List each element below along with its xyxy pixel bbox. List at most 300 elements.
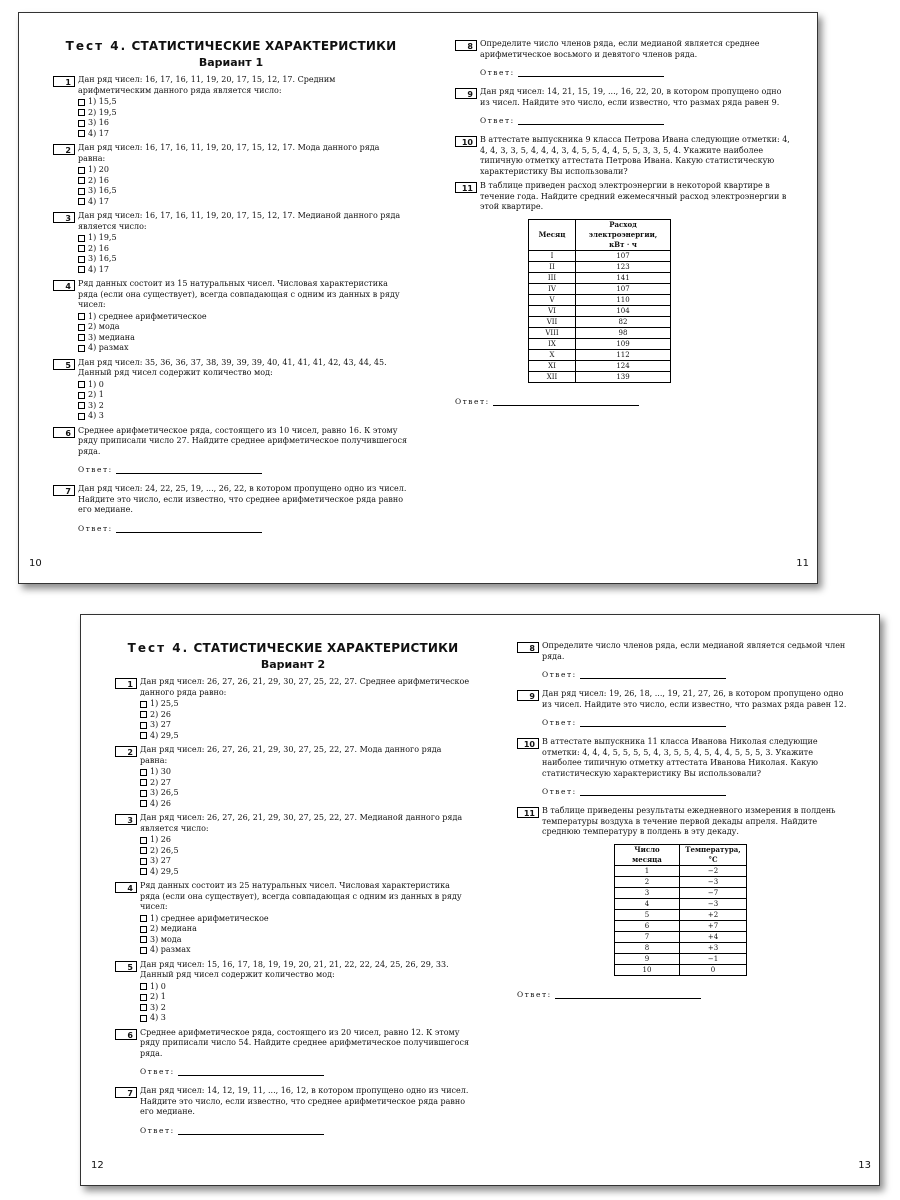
option-3[interactable] [140,788,471,799]
table-cell-value: 141 [576,272,671,283]
table-cell-value: −3 [680,898,747,909]
test-topic: СТАТИСТИЧЕСКИЕ ХАРАКТЕРИСТИКИ [193,641,459,655]
answer-label: Ответ: [480,68,515,77]
option-label: 4) 29,5 [150,866,179,876]
checkbox[interactable] [140,837,147,844]
checkbox[interactable] [140,847,147,854]
option-2[interactable] [78,244,409,255]
question-text: Дан ряд чисел: 24, 22, 25, 19, ..., 26, 22, в котором пропущено одно из чисел. Найдите это число, если известно, что среднее арифметическое ряда равно его медиане. [78,484,407,514]
option-1[interactable] [78,380,409,391]
question-9 [455,87,793,131]
question-number: 3 [115,814,137,825]
answer-line[interactable] [178,1067,324,1076]
checkbox[interactable] [78,345,85,352]
checkbox[interactable] [140,936,147,943]
question-text: В аттестате выпускника 11 класса Иванова Николая следующие отметки: 4, 4, 4, 5, 5, 5, 5, 4, 3, 5, 5, 4, 5, 4, 4, 5, 5, 5, 3. Укажите наиболее типичную отметку аттестата Иванова Николая. Какую статистическую характеристику Вы использовали? [542,737,819,778]
option-3[interactable] [140,720,471,731]
option-3[interactable] [140,856,471,867]
checkbox[interactable] [78,381,85,388]
option-label: 1) 19,5 [88,233,117,242]
page-13 [481,615,881,1185]
question-number: 5 [53,359,75,370]
question-text: Дан ряд чисел: 26, 27, 26, 21, 29, 30, 27, 25, 22, 27. Мода данного ряда равна: [140,745,442,765]
table-row [529,338,671,349]
question-number: 2 [115,746,137,757]
table-cell-value: 110 [576,294,671,305]
table-cell-key: VIII [529,327,576,338]
option-2[interactable] [140,846,471,857]
table-cell-key: IX [529,338,576,349]
answer-field[interactable] [480,114,793,125]
option-label: 3) 27 [150,856,171,865]
question-8 [517,641,855,685]
table-cell-value: +7 [680,920,747,931]
option-label: 1) 25,5 [150,699,179,708]
test-topic: СТАТИСТИЧЕСКИЕ ХАРАКТЕРИСТИКИ [131,39,397,53]
table-row [615,931,747,942]
table-cell-value: −1 [680,953,747,964]
option-label: 2) 16 [88,175,109,185]
question-7 [53,484,409,539]
option-label: 2) 1 [88,390,104,399]
table-row [615,920,747,931]
table-row [615,898,747,909]
table-cell-value: 98 [576,327,671,338]
question-text: Дан ряд чисел: 16, 17, 16, 11, 19, 20, 17, 15, 12, 17. Средним арифметическим данного ряда является число: [78,75,336,95]
table-cell-value: 123 [576,261,671,272]
table-row [529,272,671,283]
option-label: 1) 0 [88,379,104,389]
question-1 [115,677,471,741]
answer-line[interactable] [518,116,664,125]
table-row [529,327,671,338]
option-4[interactable] [78,265,409,276]
table-cell-value: 107 [576,250,671,261]
question-text: Дан ряд чисел: 15, 16, 17, 18, 19, 19, 20, 21, 21, 22, 22, 24, 25, 26, 29, 33. Данный ряд чисел содержит количество мод: [140,959,449,979]
checkbox[interactable] [78,256,85,263]
checkbox[interactable] [140,926,147,933]
answer-field[interactable] [455,395,793,406]
question-number: 4 [53,280,75,291]
question-2 [53,143,409,207]
checkbox[interactable] [78,334,85,341]
answer-label: Ответ: [455,396,490,406]
option-label: 3) медиана [88,332,135,342]
table-row [529,316,671,327]
question-5 [115,960,471,1024]
table-header-usage: Расход электроэнергии, кВт · ч [576,219,671,250]
checkbox[interactable] [140,994,147,1001]
answer-line[interactable] [580,670,726,679]
question-11 [517,806,855,976]
table-cell-key: X [529,349,576,360]
option-label: 4) 17 [88,128,109,138]
checkbox[interactable] [140,732,147,739]
checkbox[interactable] [78,313,85,320]
question-number: 1 [53,76,75,87]
checkbox[interactable] [140,779,147,786]
option-1[interactable] [140,699,471,710]
table-cell-value: 139 [576,371,671,382]
table-row [529,371,671,382]
table-row [529,261,671,272]
option-1[interactable] [140,835,471,846]
page-11 [419,13,819,583]
answer-line[interactable] [493,397,639,406]
table-cell-value: +2 [680,909,747,920]
option-label: 1) 30 [150,767,171,776]
question-text: Определите число членов ряда, если медианой является седьмой член ряда. [542,641,846,661]
checkbox[interactable] [78,167,85,174]
answer-line[interactable] [580,787,726,796]
table-cell-value: +4 [680,931,747,942]
question-text: Дан ряд чисел: 35, 36, 36, 37, 38, 39, 39, 39, 40, 41, 41, 41, 42, 43, 44, 45. Данный ряд чисел содержит количество мод: [78,357,387,377]
question-10 [455,135,793,177]
question-text: В аттестате выпускника 9 класса Петрова Ивана следующие отметки: 4, 4, 4, 3, 3, 5, 4, 4, 4, 3, 4, 5, 5, 4, 4, 5, 5, 3, 3, 5, 4. Укажите наиболее типичную отметку аттестата Петрова Ивана. Какую статистическую характеристику Вы использовали? [480,135,790,176]
table-header-month: Месяц [529,219,576,250]
table-row [615,887,747,898]
option-3[interactable] [78,401,409,412]
question-text: Дан ряд чисел: 14, 21, 15, 19, ..., 16, 22, 20, в котором пропущено одно из чисел. Найдите это число, если известно, что размах ряда равен 9. [480,87,782,107]
option-label: 4) 3 [150,1013,166,1022]
table-cell-key: 7 [615,931,680,942]
option-label: 4) 26 [150,798,171,808]
checkbox[interactable] [78,402,85,409]
option-4[interactable] [140,867,471,878]
table-cell-value: 82 [576,316,671,327]
option-4[interactable] [140,799,471,810]
option-1[interactable] [78,312,409,323]
answer-label: Ответ: [517,989,552,999]
question-text: Ряд данных состоит из 15 натуральных чисел. Числовая характеристика ряда (если она существует), всегда совпадающая с одним из данных в ряду чисел: [78,279,400,309]
option-label: 2) 16 [88,243,109,253]
answer-label: Ответ: [78,523,113,533]
test-label: Тест 4. [65,39,128,53]
table-cell-value: 124 [576,360,671,371]
answer-field[interactable] [542,785,855,796]
table-cell-key: 9 [615,953,680,964]
question-4 [53,279,409,354]
checkbox[interactable] [140,701,147,708]
table-header-temperature: Температура, °C [680,844,747,865]
option-3[interactable] [78,118,409,129]
table-cell-value: +3 [680,942,747,953]
question-number: 9 [455,88,477,99]
table-row [529,360,671,371]
table-cell-key: I [529,250,576,261]
checkbox[interactable] [140,800,147,807]
question-2 [115,745,471,809]
page-10 [19,13,419,583]
table-cell-key: 10 [615,964,680,975]
question-text: Дан ряд чисел: 16, 17, 16, 11, 19, 20, 17, 15, 12, 17. Мода данного ряда равна: [78,143,380,163]
table-cell-value: 107 [576,283,671,294]
question-number: 6 [115,1029,137,1040]
answer-line[interactable] [555,990,701,999]
table-cell-key: 8 [615,942,680,953]
checkbox[interactable] [78,99,85,106]
option-4[interactable] [78,197,409,208]
checkbox[interactable] [78,120,85,127]
checkbox[interactable] [140,858,147,865]
question-number: 2 [53,144,75,155]
table-row [529,305,671,316]
page-number: 12 [91,1160,104,1171]
option-3[interactable] [78,186,409,197]
checkbox[interactable] [140,915,147,922]
option-4[interactable] [78,411,409,422]
option-4[interactable] [78,129,409,140]
question-number: 4 [115,882,137,893]
answer-line[interactable] [116,465,262,474]
answer-label: Ответ: [140,1067,175,1076]
option-label: 3) 26,5 [150,788,179,797]
option-3[interactable] [140,935,471,946]
temperature-table [614,844,747,976]
page-number: 10 [29,558,42,569]
question-number: 11 [517,807,539,818]
option-label: 1) 20 [88,165,109,174]
answer-field[interactable] [517,988,855,999]
checkbox[interactable] [78,198,85,205]
electricity-table [528,219,671,383]
answer-label: Ответ: [140,1125,175,1135]
option-label: 3) мода [150,934,182,944]
option-3[interactable] [140,1003,471,1014]
option-2[interactable] [78,322,409,333]
checkbox[interactable] [140,868,147,875]
option-label: 3) 2 [88,400,104,410]
checkbox[interactable] [78,188,85,195]
answer-field[interactable] [140,1065,471,1076]
checkbox[interactable] [78,392,85,399]
question-text: Дан ряд чисел: 14, 12, 19, 11, ..., 16, 12, в котором пропущено одно из чисел. Найдите это число, если известно, что среднее арифметическое ряда равно его медиане. [140,1086,469,1116]
answer-line[interactable] [116,524,262,533]
option-label: 1) среднее арифметическое [150,913,269,923]
question-number: 10 [455,136,477,147]
question-number: 11 [455,182,477,193]
table-cell-value: −7 [680,887,747,898]
option-1[interactable] [78,233,409,244]
table-cell-key: 3 [615,887,680,898]
table-row [615,964,747,975]
question-10 [517,737,855,802]
answer-label: Ответ: [542,670,577,679]
option-2[interactable] [78,176,409,187]
option-label: 3) 27 [150,720,171,729]
question-9 [517,689,855,733]
answer-field[interactable] [78,463,409,474]
option-label: 4) размах [88,343,129,352]
table-cell-value: 104 [576,305,671,316]
checkbox[interactable] [140,790,147,797]
question-6 [115,1028,471,1083]
table-cell-value: −3 [680,876,747,887]
page-number: 13 [858,1160,871,1171]
checkbox[interactable] [78,235,85,242]
table-cell-key: VII [529,316,576,327]
question-number: 3 [53,212,75,223]
option-label: 2) 1 [150,992,166,1001]
test-title [53,39,409,53]
table-row [615,876,747,887]
checkbox[interactable] [140,722,147,729]
option-label: 1) 26 [150,835,171,844]
answer-label: Ответ: [480,116,515,125]
checkbox[interactable] [78,413,85,420]
option-1[interactable] [140,767,471,778]
test-label: Тест 4. [127,641,190,655]
checkbox[interactable] [140,711,147,718]
table-cell-value: 0 [680,964,747,975]
table-cell-key: VI [529,305,576,316]
question-number: 7 [53,485,75,496]
option-1[interactable] [140,914,471,925]
checkbox[interactable] [140,983,147,990]
table-cell-value: −2 [680,865,747,876]
variant-title: Вариант 2 [260,658,326,671]
answer-label: Ответ: [78,465,113,474]
option-2[interactable] [140,710,471,721]
checkbox[interactable] [78,130,85,137]
option-label: 2) 27 [150,777,171,787]
table-header-day: Число месяца [615,844,680,865]
checkbox[interactable] [78,177,85,184]
table-cell-key: 4 [615,898,680,909]
table-cell-key: IV [529,283,576,294]
option-1[interactable] [78,97,409,108]
table-cell-key: II [529,261,576,272]
question-text: Среднее арифметическое ряда, состоящего из 10 чисел, равно 16. К этому ряду приписали число 27. Найдите среднее арифметическое получившегося ряда. [78,425,408,456]
option-label: 4) 17 [88,196,109,206]
table-cell-key: V [529,294,576,305]
option-4[interactable] [140,1013,471,1024]
option-2[interactable] [78,108,409,119]
question-8 [455,39,793,83]
option-2[interactable] [140,992,471,1003]
book-spread-variant-1 [18,12,818,584]
table-row [615,865,747,876]
option-4[interactable] [140,945,471,956]
option-label: 3) 16,5 [88,186,117,195]
page-12 [81,615,481,1185]
table-cell-key: III [529,272,576,283]
variant-title: Вариант 1 [198,56,264,69]
option-label: 3) 16 [88,118,109,127]
option-3[interactable] [78,254,409,265]
option-2[interactable] [78,390,409,401]
question-5 [53,358,409,422]
question-text: Определите число членов ряда, если медианой является среднее арифметическое восьмого и девятого членов ряда. [480,39,760,59]
question-number: 1 [115,678,137,689]
question-text: Дан ряд чисел: 16, 17, 16, 11, 19, 20, 17, 15, 12, 17. Медианой данного ряда является число: [78,211,401,231]
test-title [115,641,471,655]
option-label: 2) медиана [150,924,197,933]
answer-label: Ответ: [542,787,577,796]
option-label: 2) 19,5 [88,107,117,117]
answer-field[interactable] [78,522,409,533]
question-number: 9 [517,690,539,701]
checkbox[interactable] [78,245,85,252]
table-row [615,953,747,964]
question-text: Дан ряд чисел: 26, 27, 26, 21, 29, 30, 27, 25, 22, 27. Медианой данного ряда является число: [140,813,463,833]
table-cell-key: 1 [615,865,680,876]
question-3 [115,813,471,877]
checkbox[interactable] [140,1015,147,1022]
checkbox[interactable] [78,109,85,116]
table-header-row [615,844,747,865]
option-1[interactable] [140,982,471,993]
table-cell-key: 2 [615,876,680,887]
table-row [529,283,671,294]
option-4[interactable] [78,343,409,354]
answer-line[interactable] [178,1126,324,1135]
table-cell-key: 6 [615,920,680,931]
option-label: 3) 2 [150,1002,166,1012]
option-label: 4) размах [150,945,191,954]
option-2[interactable] [140,778,471,789]
option-label: 3) 16,5 [88,254,117,263]
option-label: 1) 15,5 [88,97,117,106]
answer-field[interactable] [140,1124,471,1135]
answer-line[interactable] [580,718,726,727]
option-label: 2) 26 [150,709,171,719]
answer-label: Ответ: [542,718,577,727]
option-label: 4) 29,5 [150,730,179,740]
table-row [615,942,747,953]
question-1 [53,75,409,139]
table-row [529,250,671,261]
question-7 [115,1086,471,1141]
table-row [529,349,671,360]
option-label: 2) 26,5 [150,845,179,855]
checkbox[interactable] [78,266,85,273]
checkbox[interactable] [140,1004,147,1011]
question-text: Дан ряд чисел: 19, 26, 18, ..., 19, 21, 27, 26, в котором пропущено одно из чисел. Найдите это число, если известно, что размах ряда равен 12. [542,689,847,709]
question-text: Среднее арифметическое ряда, состоящего из 20 чисел, равно 12. К этому ряду приписали число 54. Найдите среднее арифметическое получившегося ряда. [140,1027,470,1058]
option-1[interactable] [78,165,409,176]
question-4 [115,881,471,956]
table-cell-key: XII [529,371,576,382]
option-label: 2) мода [88,322,120,331]
question-number: 6 [53,427,75,438]
table-cell-key: XI [529,360,576,371]
question-text: В таблице приведен расход электроэнергии в некоторой квартире в течение года. Найдите средний ежемесячный расход электроэнергии в этой квартире. [480,181,787,211]
page-number: 11 [796,558,809,569]
question-number: 8 [455,40,477,51]
checkbox[interactable] [78,324,85,331]
checkbox[interactable] [140,947,147,954]
table-row [615,909,747,920]
answer-field[interactable] [542,668,855,679]
option-label: 4) 3 [88,411,104,420]
option-2[interactable] [140,924,471,935]
checkbox[interactable] [140,769,147,776]
question-number: 10 [517,738,539,749]
answer-field[interactable] [542,716,855,727]
table-header-row [529,219,671,250]
table-cell-value: 109 [576,338,671,349]
table-row [529,294,671,305]
option-3[interactable] [78,333,409,344]
answer-field[interactable] [480,66,793,77]
question-number: 8 [517,642,539,653]
option-4[interactable] [140,731,471,742]
answer-line[interactable] [518,68,664,77]
book-spread-variant-2 [80,614,880,1186]
option-label: 1) 0 [150,981,166,991]
table-cell-key: 5 [615,909,680,920]
